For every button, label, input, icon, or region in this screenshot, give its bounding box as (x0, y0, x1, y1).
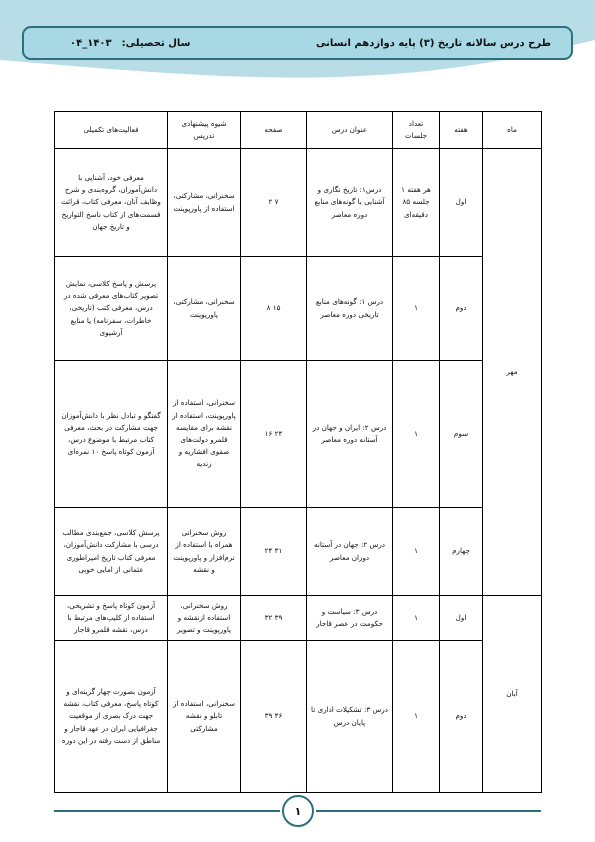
month-cell: مهر (483, 149, 542, 596)
school-year (70, 38, 190, 49)
school-year-value: ۱۴۰۳_۰۴ (70, 37, 112, 49)
header-page: صفحه (241, 112, 307, 149)
title-cell: درس ۳: تشکیلات اداری تا پایان درس (307, 641, 393, 793)
page-cell: ۲۴ ۳۱ (241, 508, 307, 596)
activities-cell: پرسش و پاسخ کلاسی، نمایش تصویر کتاب‌های معرفی شده در درس، معرفی کتب (تاریخی، خاطرات، سفرنامه) یا منابع آرشیوی (55, 257, 168, 361)
sessions-cell: ۱ (393, 641, 440, 793)
table-row (55, 641, 542, 793)
method-cell: سخنرانی، مشارکتی، استفاده از پاورپوینت (168, 149, 241, 257)
page-cell: ۲ ۷ (241, 149, 307, 257)
activities-cell: گفتگو و تبادل نظر با دانش‌آموزان جهت مشارکت در بحث، معرفی کتاب مرتبط با موضوع درس، آزمون کوتاه پاسخ ۱۰ نمره‌ای (55, 361, 168, 508)
week-cell: دوم (440, 641, 483, 793)
page-cell: ۱۶ ۲۴ (241, 361, 307, 508)
activities-cell: معرفی خود، آشنایی با دانش‌آموزان، گروه‌بندی و شرح وظایف آنان، معرفی کتاب، قرائت قسمت‌های از کتاب ناسخ التواریخ و تاریخ جهان (55, 149, 168, 257)
page-number: ۱ (282, 795, 314, 827)
table-row (55, 596, 542, 641)
week-cell: دوم (440, 257, 483, 361)
sessions-cell: ۱ (393, 596, 440, 641)
header-title: عنوان درس (307, 112, 393, 149)
header-week: هفته (440, 112, 483, 149)
header-method: شیوه پیشنهادی تدریس (168, 112, 241, 149)
activities-cell: آزمون کوتاه پاسخ و تشریحی، استفاده از کلیپ‌های مرتبط با درس، نقشه قلمرو قاجار (55, 596, 168, 641)
table-header-row (55, 112, 542, 149)
page-cell: ۳۹ ۴۶ (241, 641, 307, 793)
sessions-cell: ۱ (393, 508, 440, 596)
school-year-label: سال تحصیلی: (121, 37, 191, 49)
week-cell: اول (440, 596, 483, 641)
method-cell: روش سخنرانی همراه با استفاده از نرم‌افزار و پاورپوینت و نقشه (168, 508, 241, 596)
footer-divider-right (316, 810, 541, 812)
sessions-cell: ۱ (393, 257, 440, 361)
title-cell: درس ۱: گونه‌های منابع تاریخی دوره معاصر (307, 257, 393, 361)
week-cell: سوم (440, 361, 483, 508)
activities-cell: پرسش کلاسی، جمع‌بندی مطالب درسی با مشارکت دانش‌آموزان، معرفی کتاب تاریخ امپراطوری عثمانی از امایی خوبی (55, 508, 168, 596)
page-title: طرح درس سالانه تاریخ (۳) پایه دوازدهم انسانی (315, 37, 551, 49)
method-cell: سخنرانی، مشارکتی، پاورپوینت (168, 257, 241, 361)
week-cell: اول (440, 149, 483, 257)
sessions-cell: هر هفته ۱ جلسه ۸۵ دقیقه‌ای (393, 149, 440, 257)
page-cell: ۸ ۱۵ (241, 257, 307, 361)
week-cell: چهارم (440, 508, 483, 596)
header-sessions: تعداد جلسات (393, 112, 440, 149)
footer-divider-left (54, 810, 280, 812)
sessions-cell: ۱ (393, 361, 440, 508)
table-row (55, 149, 542, 257)
title-cell: درس ۲: جهان در آستانه دوران معاصر (307, 508, 393, 596)
title-cell: درس ۳: سیاست و حکومت در عصر قاجار (307, 596, 393, 641)
title-cell: درس۱: تاریخ نگاری و آشنایی با گونه‌های منابع دوره معاصر (307, 149, 393, 257)
lesson-plan-table (54, 111, 542, 793)
method-cell: سخنرانی، استفاده از تابلو و نقشه مشارکتی (168, 641, 241, 793)
table-row (55, 361, 542, 508)
month-cell: آبان (483, 596, 542, 793)
page-cell: ۳۲ ۳۹ (241, 596, 307, 641)
header-month: ماه (483, 112, 542, 149)
method-cell: سخنرانی، استفاده از پاورپوینت، استفاده از نقشه برای مقایسه قلمرو دولت‌های صفوی افشاریه و زندیه (168, 361, 241, 508)
table-row (55, 508, 542, 596)
header-banner (22, 26, 573, 60)
activities-cell: آزمون بصورت چهار گزینه‌ای و کوتاه پاسخ، معرفی کتاب، نقشه جهت درک بصری از موقعیت جغرافیایی ایران در عهد قاجار و مناطق از دست رفته در این دوره (55, 641, 168, 793)
title-cell: درس ۲: ایران و جهان در آستانه دوره معاصر (307, 361, 393, 508)
method-cell: روش سخنرانی، استفاده ازنقشه و پاورپوینت و تصویر (168, 596, 241, 641)
header-activities: فعالیت‌های تکمیلی (55, 112, 168, 149)
table-row (55, 257, 542, 361)
